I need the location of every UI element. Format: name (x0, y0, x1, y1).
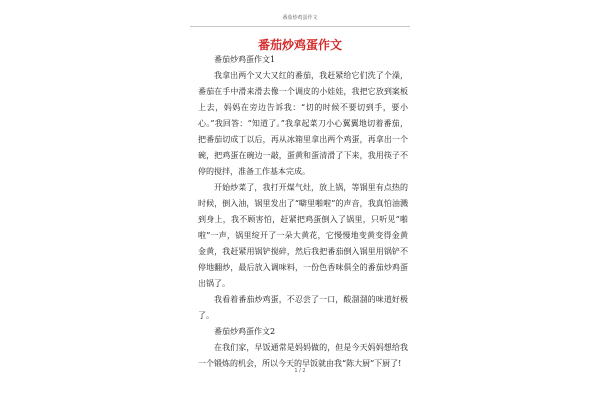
running-header: 番茄炒鸡蛋作文 (282, 15, 318, 21)
essay-1-paragraph-3: 我看着番茄炒鸡蛋，不忍尝了一口，酸溜溜的味道好极了。 (198, 295, 408, 320)
essay-1-paragraph-1: 我拿出两个又大又红的番茄，我赶紧给它们洗了个澡，番茄在手中滑来滑去像一个调皮的小娃娃，我把它放到案板上去，妈妈在旁边告诉我：“切的时候不要切到手，要小心。”我回答：“知道了。”我拿起菜刀小心翼翼地切着番茄，把番茄切成丁以后，再从冰箱里拿出两个鸡蛋，再拿出一个碗，把鸡蛋在碗边一敲，蛋黄和蛋清滑了下来，我用筷子不停的搅拌，准备工作基本完成。 (198, 71, 408, 176)
essay-2-paragraph-1: 在我们家，早饭通常是妈妈做的，但是今天妈妈想给我一个锻炼的机会，所以今天的早饭就由我“陈大厨”下厨了! (198, 343, 408, 368)
document-body (198, 52, 408, 372)
header-divider (190, 26, 410, 27)
essay-1-heading: 番茄炒鸡蛋作文1 (214, 55, 276, 64)
essay-2-heading: 番茄炒鸡蛋作文2 (214, 327, 276, 336)
page-number: 1 / 2 (294, 368, 306, 374)
essay-1-paragraph-2: 开始炒菜了，我打开煤气灶，放上锅，等锅里有点热的时候，倒入油，锅里发出了“噼里啪啦”的声音，我真怕油溅到身上，我不顾害怕，赶紧把鸡蛋倒入了锅里，只听见“啪啦”一声，锅里绽开了一朵大黄花，它慢慢地变黄变得金黄金黄，我赶紧用锅铲搅碎，然后我把番茄倒入锅里用锅铲不停地翻炒，最后放入调味料，一份色香味俱全的番茄炒鸡蛋出锅了。 (198, 183, 408, 288)
page-title: 番茄炒鸡蛋作文 (257, 38, 342, 52)
